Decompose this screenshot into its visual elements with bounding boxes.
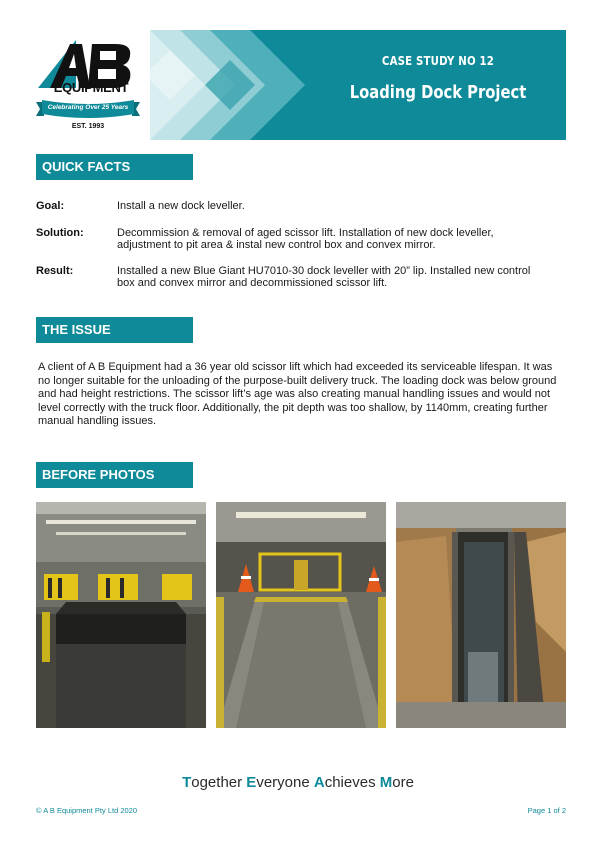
fact-text-solution: Decommission & removal of aged scissor lift. Installation of new dock leveller, adjustment to pit area & instal new control box and convex mirror. [117,227,494,251]
section-heading-before-photos: BEFORE PHOTOS [36,462,190,488]
tagline-word-more: ore [392,774,414,791]
excavated-pit-photo [396,502,566,728]
section-heading-quick-facts: QUICK FACTS [36,154,190,180]
fact-label-solution: Solution: [36,227,84,239]
fact-label-goal: Goal: [36,200,65,212]
company-logo [36,30,140,134]
section-heading-the-issue: THE ISSUE [36,317,190,343]
tagline-initial-m: M [379,774,393,791]
tagline-word-everyone: veryone [256,774,314,791]
fact-text-result: Installed a new Blue Giant HU7010-30 dock leveller with 20” lip. Installed new control box and convex mirror and decommissioned scissor lift. [117,265,531,289]
dock-pit-photo [216,502,386,728]
case-study-number: CASE STUDY NO 12 [381,54,495,68]
fact-text-goal: Install a new dock leveller. [117,200,245,212]
header-banner [150,30,566,140]
logo-established: EST. 1993 [71,123,105,130]
footer-copyright: © A B Equipment Pty Ltd 2020 [36,806,138,815]
logo-banner-text: Celebrating Over 25 Years [47,104,129,111]
fact-label-result: Result: [36,265,74,277]
tagline-word-achieves: chieves [324,774,380,791]
tagline-initial-e: E [246,774,257,791]
tagline-initial-a: A [313,774,325,791]
case-study-title: Loading Dock Project [349,82,527,103]
scissor-lift-photo [36,502,206,728]
logo-wordmark: EQUIPMENT [53,80,129,95]
footer-page-number: Page 1 of 2 [527,806,566,815]
tagline-word-together: ogether [191,774,247,791]
tagline-initial-t: T [182,774,192,791]
x-graphic-icon [150,30,320,140]
tagline [0,774,596,791]
issue-paragraph: A client of A B Equipment had a 36 year old scissor lift which had exceeded its serviceable lifespan. It was no longer suitable for the unloading of the purpose-built delivery truck. The loading dock was below ground and had height restrictions. The scissor lift’s age was also creating manual handling issues and would not level correctly with the truck floor. Additionally, the pit depth was too shallow, by 1140mm, creating further manual handling issues. [38,361,557,427]
